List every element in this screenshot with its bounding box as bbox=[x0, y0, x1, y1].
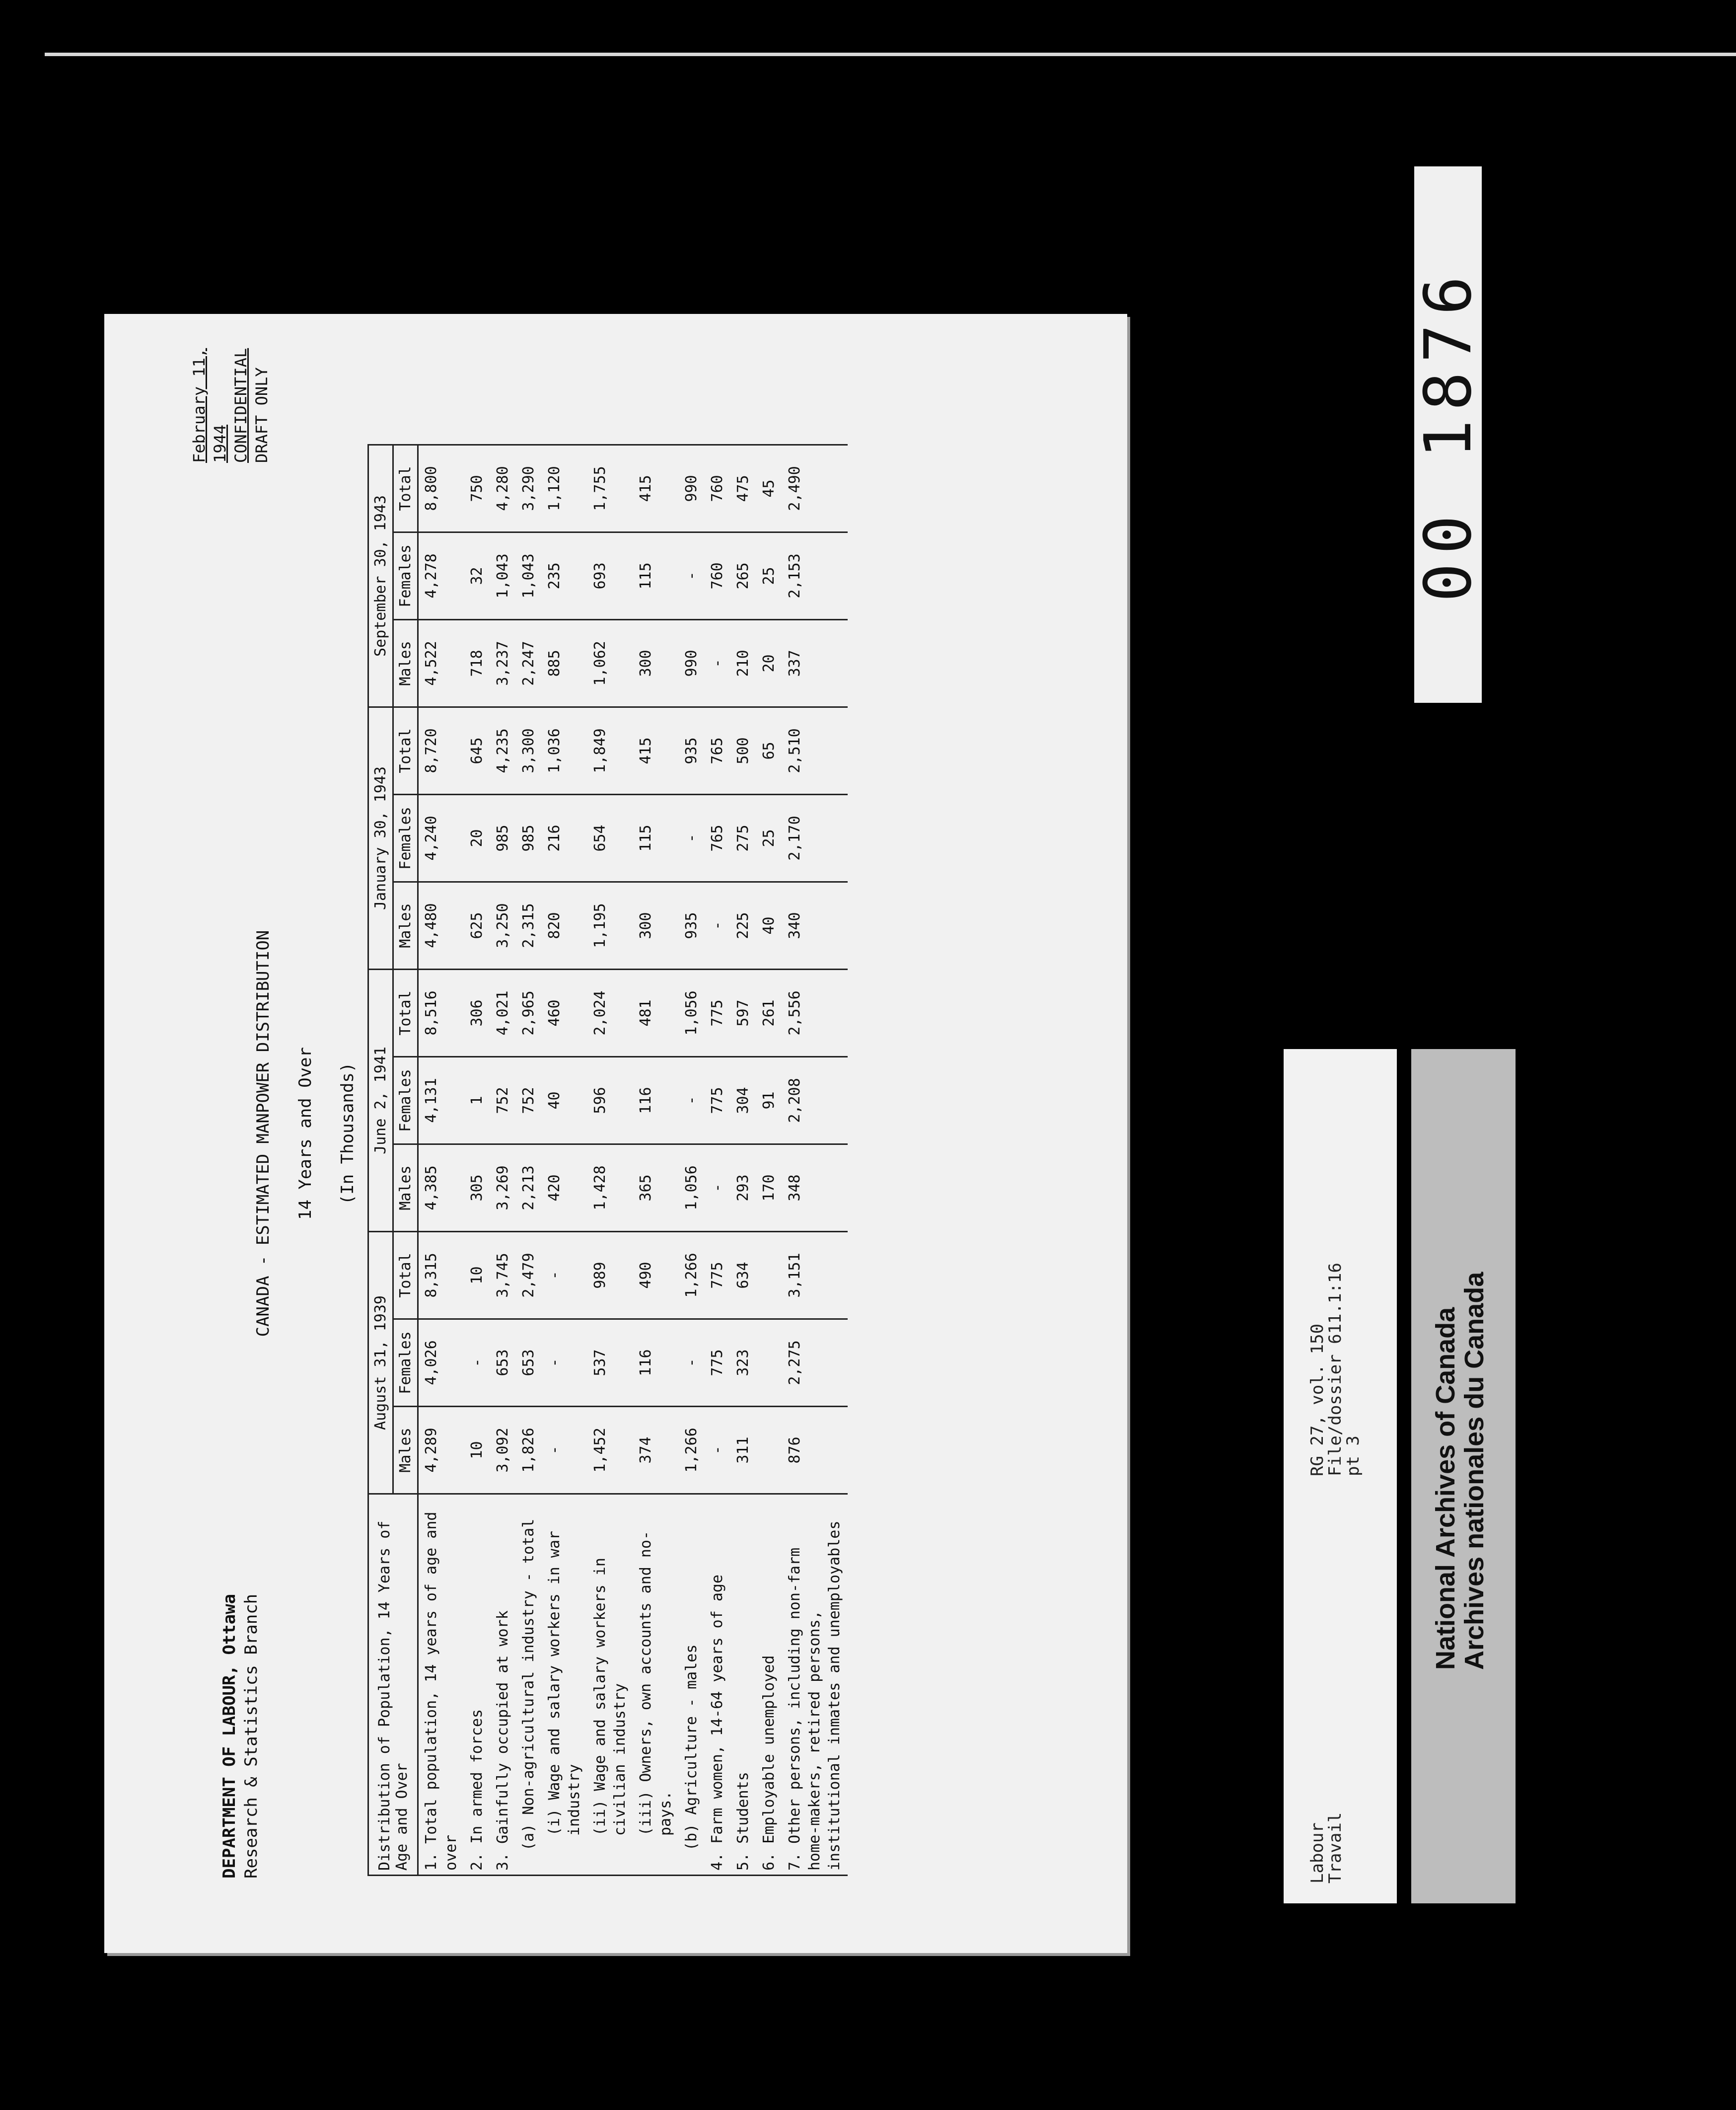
row-label-cell bbox=[542, 1494, 587, 1876]
table-cell: 693 bbox=[587, 532, 633, 619]
document-subtitle: 14 Years and Over bbox=[295, 1047, 315, 1220]
row-label-cell bbox=[756, 1494, 782, 1876]
table-cell: 20 bbox=[464, 794, 490, 882]
row-label: (b) Agriculture - males bbox=[683, 1644, 700, 1851]
table-cell: 2,213 bbox=[516, 1144, 542, 1231]
table-cell: 1,428 bbox=[587, 1144, 633, 1231]
table-cell: 265 bbox=[730, 532, 756, 619]
department-name: DEPARTMENT OF LABOUR, Ottawa bbox=[219, 1593, 239, 1879]
table-cell: 8,720 bbox=[418, 707, 465, 794]
row-label-cell bbox=[464, 1494, 490, 1876]
table-cell: 935 bbox=[679, 882, 705, 969]
table-cell: 116 bbox=[633, 1319, 679, 1407]
row-label-cell bbox=[633, 1494, 679, 1876]
table-cell: 4,235 bbox=[490, 707, 516, 794]
table-cell: 2,247 bbox=[516, 619, 542, 707]
period-header: June 2, 1941 bbox=[368, 969, 393, 1231]
table-cell: 304 bbox=[730, 1056, 756, 1144]
table-cell: 475 bbox=[730, 445, 756, 532]
table-cell: 2,479 bbox=[516, 1231, 542, 1319]
table-cell: 775 bbox=[705, 1056, 730, 1144]
subcolumn-header: Total bbox=[393, 707, 418, 794]
table-cell: - bbox=[542, 1319, 587, 1407]
table-row bbox=[587, 445, 633, 1875]
subcolumn-header: Males bbox=[393, 619, 418, 707]
table-cell: 275 bbox=[730, 794, 756, 882]
subcolumn-header: Females bbox=[393, 794, 418, 882]
subcolumn-header: Males bbox=[393, 1144, 418, 1231]
row-label: 1. Total population, 14 years of age and over bbox=[423, 1511, 460, 1871]
document-sheet bbox=[104, 314, 1127, 1953]
table-cell: 460 bbox=[542, 969, 587, 1056]
table-cell: 4,021 bbox=[490, 969, 516, 1056]
table-cell: 1,266 bbox=[679, 1407, 705, 1494]
table-cell: 25 bbox=[756, 532, 782, 619]
table-cell: 3,300 bbox=[516, 707, 542, 794]
table-cell: 1 bbox=[464, 1056, 490, 1144]
table-cell: 261 bbox=[756, 969, 782, 1056]
table-cell: 760 bbox=[705, 532, 730, 619]
table-cell: 216 bbox=[542, 794, 587, 882]
row-label: 6. Employable unemployed bbox=[760, 1655, 778, 1871]
archives-name-fr: Archives nationales du Canada bbox=[1459, 1272, 1489, 1670]
manpower-table bbox=[367, 444, 848, 1876]
table-cell: 20 bbox=[756, 619, 782, 707]
table-cell: 2,024 bbox=[587, 969, 633, 1056]
table-cell: 1,056 bbox=[679, 1144, 705, 1231]
table-cell: 1,826 bbox=[516, 1407, 542, 1494]
table-cell: 1,043 bbox=[490, 532, 516, 619]
table-cell: 775 bbox=[705, 1231, 730, 1319]
table-cell: 2,208 bbox=[782, 1056, 848, 1144]
table-cell: 3,250 bbox=[490, 882, 516, 969]
subcolumn-header: Total bbox=[393, 1231, 418, 1319]
table-row bbox=[633, 445, 679, 1875]
table-cell: 2,510 bbox=[782, 707, 848, 794]
table-cell: 337 bbox=[782, 619, 848, 707]
table-cell bbox=[756, 1407, 782, 1494]
table-cell: 210 bbox=[730, 619, 756, 707]
table-cell: 625 bbox=[464, 882, 490, 969]
row-label-cell bbox=[516, 1494, 542, 1876]
table-cell: 91 bbox=[756, 1056, 782, 1144]
table-cell: 490 bbox=[633, 1231, 679, 1319]
table-cell: 40 bbox=[542, 1056, 587, 1144]
table-cell bbox=[756, 1231, 782, 1319]
table-cell: - bbox=[705, 1407, 730, 1494]
table-cell: 3,237 bbox=[490, 619, 516, 707]
table-cell bbox=[756, 1319, 782, 1407]
table-cell: 415 bbox=[633, 445, 679, 532]
table-cell: 634 bbox=[730, 1231, 756, 1319]
table-cell: 597 bbox=[730, 969, 756, 1056]
table-cell: 752 bbox=[490, 1056, 516, 1144]
row-label: 7. Other persons, including non-farm home-makers, retired persons, institutional inmates and unemployables bbox=[786, 1520, 843, 1871]
table-cell: 311 bbox=[730, 1407, 756, 1494]
subcolumn-header: Total bbox=[393, 445, 418, 532]
row-label-cell bbox=[730, 1494, 756, 1876]
row-label: (i) Wage and salary workers in war industry bbox=[546, 1530, 583, 1836]
table-cell: 820 bbox=[542, 882, 587, 969]
table-cell: 750 bbox=[464, 445, 490, 532]
table-cell: 420 bbox=[542, 1144, 587, 1231]
table-cell: 885 bbox=[542, 619, 587, 707]
table-cell: 348 bbox=[782, 1144, 848, 1231]
table-cell: 1,120 bbox=[542, 445, 587, 532]
table-cell: - bbox=[464, 1319, 490, 1407]
table-cell: 537 bbox=[587, 1319, 633, 1407]
table-cell: 3,745 bbox=[490, 1231, 516, 1319]
table-cell: 8,315 bbox=[418, 1231, 465, 1319]
table-cell: 115 bbox=[633, 794, 679, 882]
microfilm-frame-line bbox=[45, 53, 1736, 56]
row-label: 2. In armed forces bbox=[468, 1709, 486, 1871]
table-cell: 415 bbox=[633, 707, 679, 794]
period-header: September 30, 1943 bbox=[368, 445, 393, 707]
table-cell: 765 bbox=[705, 794, 730, 882]
table-cell: 3,151 bbox=[782, 1231, 848, 1319]
table-cell: 305 bbox=[464, 1144, 490, 1231]
row-label: 3. Gainfully occupied at work bbox=[494, 1610, 511, 1871]
table-cell: 374 bbox=[633, 1407, 679, 1494]
row-label: (iii) Owners, own accounts and no-pays. bbox=[637, 1530, 674, 1836]
table-cell: - bbox=[679, 794, 705, 882]
table-cell: 340 bbox=[782, 882, 848, 969]
table-cell: 4,026 bbox=[418, 1319, 465, 1407]
table-cell: 2,275 bbox=[782, 1319, 848, 1407]
table-cell: 645 bbox=[464, 707, 490, 794]
table-row bbox=[730, 445, 756, 1875]
table-cell: 170 bbox=[756, 1144, 782, 1231]
table-cell: 65 bbox=[756, 707, 782, 794]
subcolumn-header: Total bbox=[393, 969, 418, 1056]
row-label: (ii) Wage and salary workers in civilian industry bbox=[591, 1558, 629, 1836]
table-row bbox=[756, 445, 782, 1875]
row-label-cell bbox=[587, 1494, 633, 1876]
table-cell: 990 bbox=[679, 445, 705, 532]
period-header: January 30, 1943 bbox=[368, 707, 393, 969]
table-cell: 481 bbox=[633, 969, 679, 1056]
ref-part: pt 3 bbox=[1343, 1435, 1363, 1476]
table-cell: 653 bbox=[490, 1319, 516, 1407]
table-cell: 1,062 bbox=[587, 619, 633, 707]
ref-travail: Travail bbox=[1325, 1812, 1345, 1884]
table-cell: - bbox=[705, 1144, 730, 1231]
period-header: August 31, 1939 bbox=[368, 1231, 393, 1494]
table-cell: 2,170 bbox=[782, 794, 848, 882]
table-cell: - bbox=[679, 1319, 705, 1407]
row-label: 4. Farm women, 14-64 years of age bbox=[709, 1574, 726, 1871]
table-cell: 1,755 bbox=[587, 445, 633, 532]
table-cell: 876 bbox=[782, 1407, 848, 1494]
table-cell: 775 bbox=[705, 969, 730, 1056]
table-cell: 306 bbox=[464, 969, 490, 1056]
table-cell: 323 bbox=[730, 1319, 756, 1407]
table-cell: 8,800 bbox=[418, 445, 465, 532]
subcolumn-header: Males bbox=[393, 1407, 418, 1494]
subcolumn-header: Males bbox=[393, 882, 418, 969]
table-cell: 2,556 bbox=[782, 969, 848, 1056]
subcolumn-header: Females bbox=[393, 532, 418, 619]
table-cell: 300 bbox=[633, 882, 679, 969]
table-cell: 235 bbox=[542, 532, 587, 619]
table-row bbox=[542, 445, 587, 1875]
table-cell: 4,240 bbox=[418, 794, 465, 882]
table-cell: 3,092 bbox=[490, 1407, 516, 1494]
row-label-cell bbox=[782, 1494, 848, 1876]
archives-name-en: National Archives of Canada bbox=[1431, 1307, 1460, 1670]
table-cell: 1,195 bbox=[587, 882, 633, 969]
reference-label bbox=[1284, 1049, 1397, 1903]
ref-labour: Labour bbox=[1307, 1822, 1327, 1884]
table-row bbox=[705, 445, 730, 1875]
table-cell: 4,131 bbox=[418, 1056, 465, 1144]
table-cell: 293 bbox=[730, 1144, 756, 1231]
table-cell: 935 bbox=[679, 707, 705, 794]
table-cell: 8,516 bbox=[418, 969, 465, 1056]
row-label: 5. Students bbox=[734, 1772, 752, 1871]
table-cell: 653 bbox=[516, 1319, 542, 1407]
document-content bbox=[104, 314, 1127, 1953]
table-cell: 116 bbox=[633, 1056, 679, 1144]
table-cell: - bbox=[542, 1407, 587, 1494]
table-cell: 989 bbox=[587, 1231, 633, 1319]
table-cell: 3,269 bbox=[490, 1144, 516, 1231]
table-row bbox=[782, 445, 848, 1875]
table-row bbox=[490, 445, 516, 1875]
table-cell: 760 bbox=[705, 445, 730, 532]
table-cell: 2,153 bbox=[782, 532, 848, 619]
table-cell: 1,043 bbox=[516, 532, 542, 619]
table-cell: 4,385 bbox=[418, 1144, 465, 1231]
table-cell: 985 bbox=[516, 794, 542, 882]
row-label-cell bbox=[418, 1494, 465, 1876]
table-cell: 1,036 bbox=[542, 707, 587, 794]
table-cell: 115 bbox=[633, 532, 679, 619]
table-cell: 500 bbox=[730, 707, 756, 794]
table-cell: 4,289 bbox=[418, 1407, 465, 1494]
document-date: February 11, 1944 bbox=[190, 348, 229, 463]
row-header: Distribution of Population, 14 Years of Age and Over bbox=[368, 1494, 418, 1876]
table-cell: 765 bbox=[705, 707, 730, 794]
document-units: (In Thousands) bbox=[338, 1062, 358, 1205]
table-cell: 4,280 bbox=[490, 445, 516, 532]
document-title: CANADA - ESTIMATED MANPOWER DISTRIBUTION bbox=[253, 930, 273, 1337]
table-row bbox=[464, 445, 490, 1875]
row-label: (a) Non-agricultural industry - total bbox=[520, 1518, 537, 1851]
table-cell: 2,315 bbox=[516, 882, 542, 969]
table-cell: 752 bbox=[516, 1056, 542, 1144]
table-row bbox=[418, 445, 465, 1875]
table-cell: 1,849 bbox=[587, 707, 633, 794]
table-cell: 1,452 bbox=[587, 1407, 633, 1494]
confidential-mark: CONFIDENTIAL bbox=[231, 348, 250, 463]
table-cell: 1,056 bbox=[679, 969, 705, 1056]
table-cell: 10 bbox=[464, 1231, 490, 1319]
table-cell: - bbox=[679, 1056, 705, 1144]
table-cell: 25 bbox=[756, 794, 782, 882]
table-cell: 4,522 bbox=[418, 619, 465, 707]
table-cell: 300 bbox=[633, 619, 679, 707]
row-label-cell bbox=[679, 1494, 705, 1876]
table-cell: - bbox=[705, 882, 730, 969]
branch-name: Research & Statistics Branch bbox=[241, 1593, 261, 1879]
table-cell: 718 bbox=[464, 619, 490, 707]
table-row bbox=[516, 445, 542, 1875]
archive-code: 00 1876 bbox=[1410, 267, 1486, 602]
archives-label bbox=[1411, 1049, 1516, 1903]
table-cell: 40 bbox=[756, 882, 782, 969]
table-cell: - bbox=[679, 532, 705, 619]
row-label-cell bbox=[705, 1494, 730, 1876]
table-cell: 365 bbox=[633, 1144, 679, 1231]
table-cell: 2,965 bbox=[516, 969, 542, 1056]
table-cell: 45 bbox=[756, 445, 782, 532]
table-cell: 10 bbox=[464, 1407, 490, 1494]
ref-rg: RG 27, vol. 150 bbox=[1307, 1323, 1327, 1476]
table-cell: 4,480 bbox=[418, 882, 465, 969]
table-cell: 775 bbox=[705, 1319, 730, 1407]
table-cell: 990 bbox=[679, 619, 705, 707]
ref-file: File/dossier 611.1:16 bbox=[1325, 1263, 1345, 1476]
table-cell: 1,266 bbox=[679, 1231, 705, 1319]
table-cell: 3,290 bbox=[516, 445, 542, 532]
table-cell: 2,490 bbox=[782, 445, 848, 532]
subcolumn-header: Females bbox=[393, 1319, 418, 1407]
draft-mark: DRAFT ONLY bbox=[252, 367, 271, 463]
row-label-cell bbox=[490, 1494, 516, 1876]
table-cell: 225 bbox=[730, 882, 756, 969]
table-cell: - bbox=[705, 619, 730, 707]
table-row bbox=[679, 445, 705, 1875]
table-cell: 985 bbox=[490, 794, 516, 882]
archive-code-label bbox=[1410, 166, 1486, 703]
table-cell: 654 bbox=[587, 794, 633, 882]
table-cell: 4,278 bbox=[418, 532, 465, 619]
table-cell: 596 bbox=[587, 1056, 633, 1144]
table-cell: 32 bbox=[464, 532, 490, 619]
table-cell: - bbox=[542, 1231, 587, 1319]
subcolumn-header: Females bbox=[393, 1056, 418, 1144]
